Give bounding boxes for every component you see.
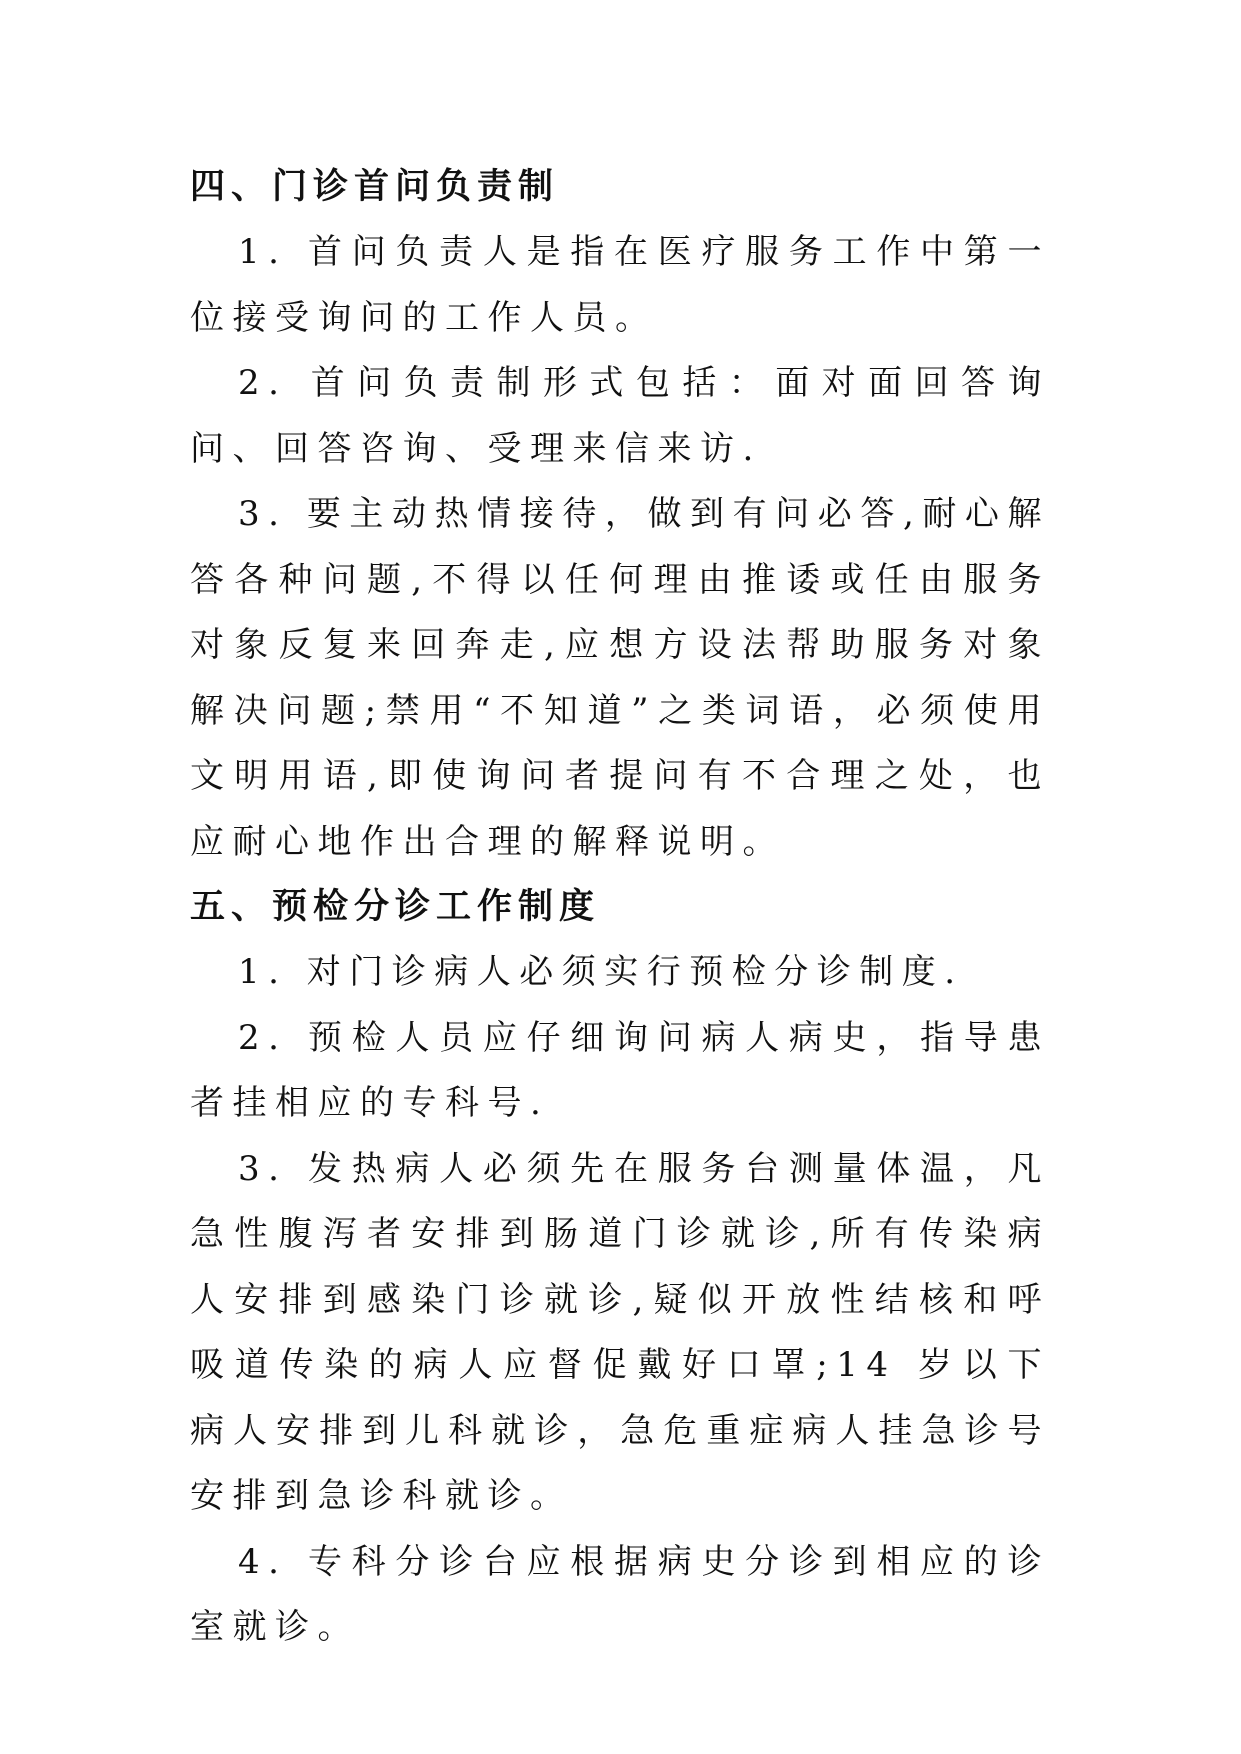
paragraph: 4. 专科分诊台应根据病史分诊到相应的诊室就诊。 [190,1541,1050,1647]
paragraph: 2. 首问负责制形式包括：面对面回答询问、回答咨询、受理来信来访. [190,363,1050,469]
paragraph: 1. 对门诊病人必须实行预检分诊制度. [238,952,964,992]
paragraph: 3. 要主动热情接待，做到有问必答,耐心解答各种问题,不得以任何理由推诿或任由服务对象反复来回奔走,应想方设法帮助服务对象解决问题;禁用“不知道”之类词语，必须使用文明用语,即使询问者提问有不合理之处，也应耐心地作出合理的解释说明。 [190,494,1050,862]
section-first-contact-responsibility [190,155,1050,875]
paragraph: 2. 预检人员应仔细询问病人病史，指导患者挂相应的专科号. [190,1017,1050,1123]
section-triage-system [190,875,1050,1661]
document-body [190,155,1050,1661]
section-heading: 五、预检分诊工作制度 [190,887,601,927]
paragraph: 3. 发热病人必须先在服务台测量体温，凡急性腹泻者安排到肠道门诊就诊,所有传染病人安排到感染门诊就诊,疑似开放性结核和呼吸道传染的病人应督促戴好口罩;14 岁以下病人安排到儿科就诊，急危重症病人挂急诊号安排到急诊科就诊。 [190,1148,1050,1516]
paragraph: 1. 首问负责人是指在医疗服务工作中第一位接受询问的工作人员。 [190,232,1050,338]
section-heading: 四、门诊首问负责制 [190,167,560,207]
